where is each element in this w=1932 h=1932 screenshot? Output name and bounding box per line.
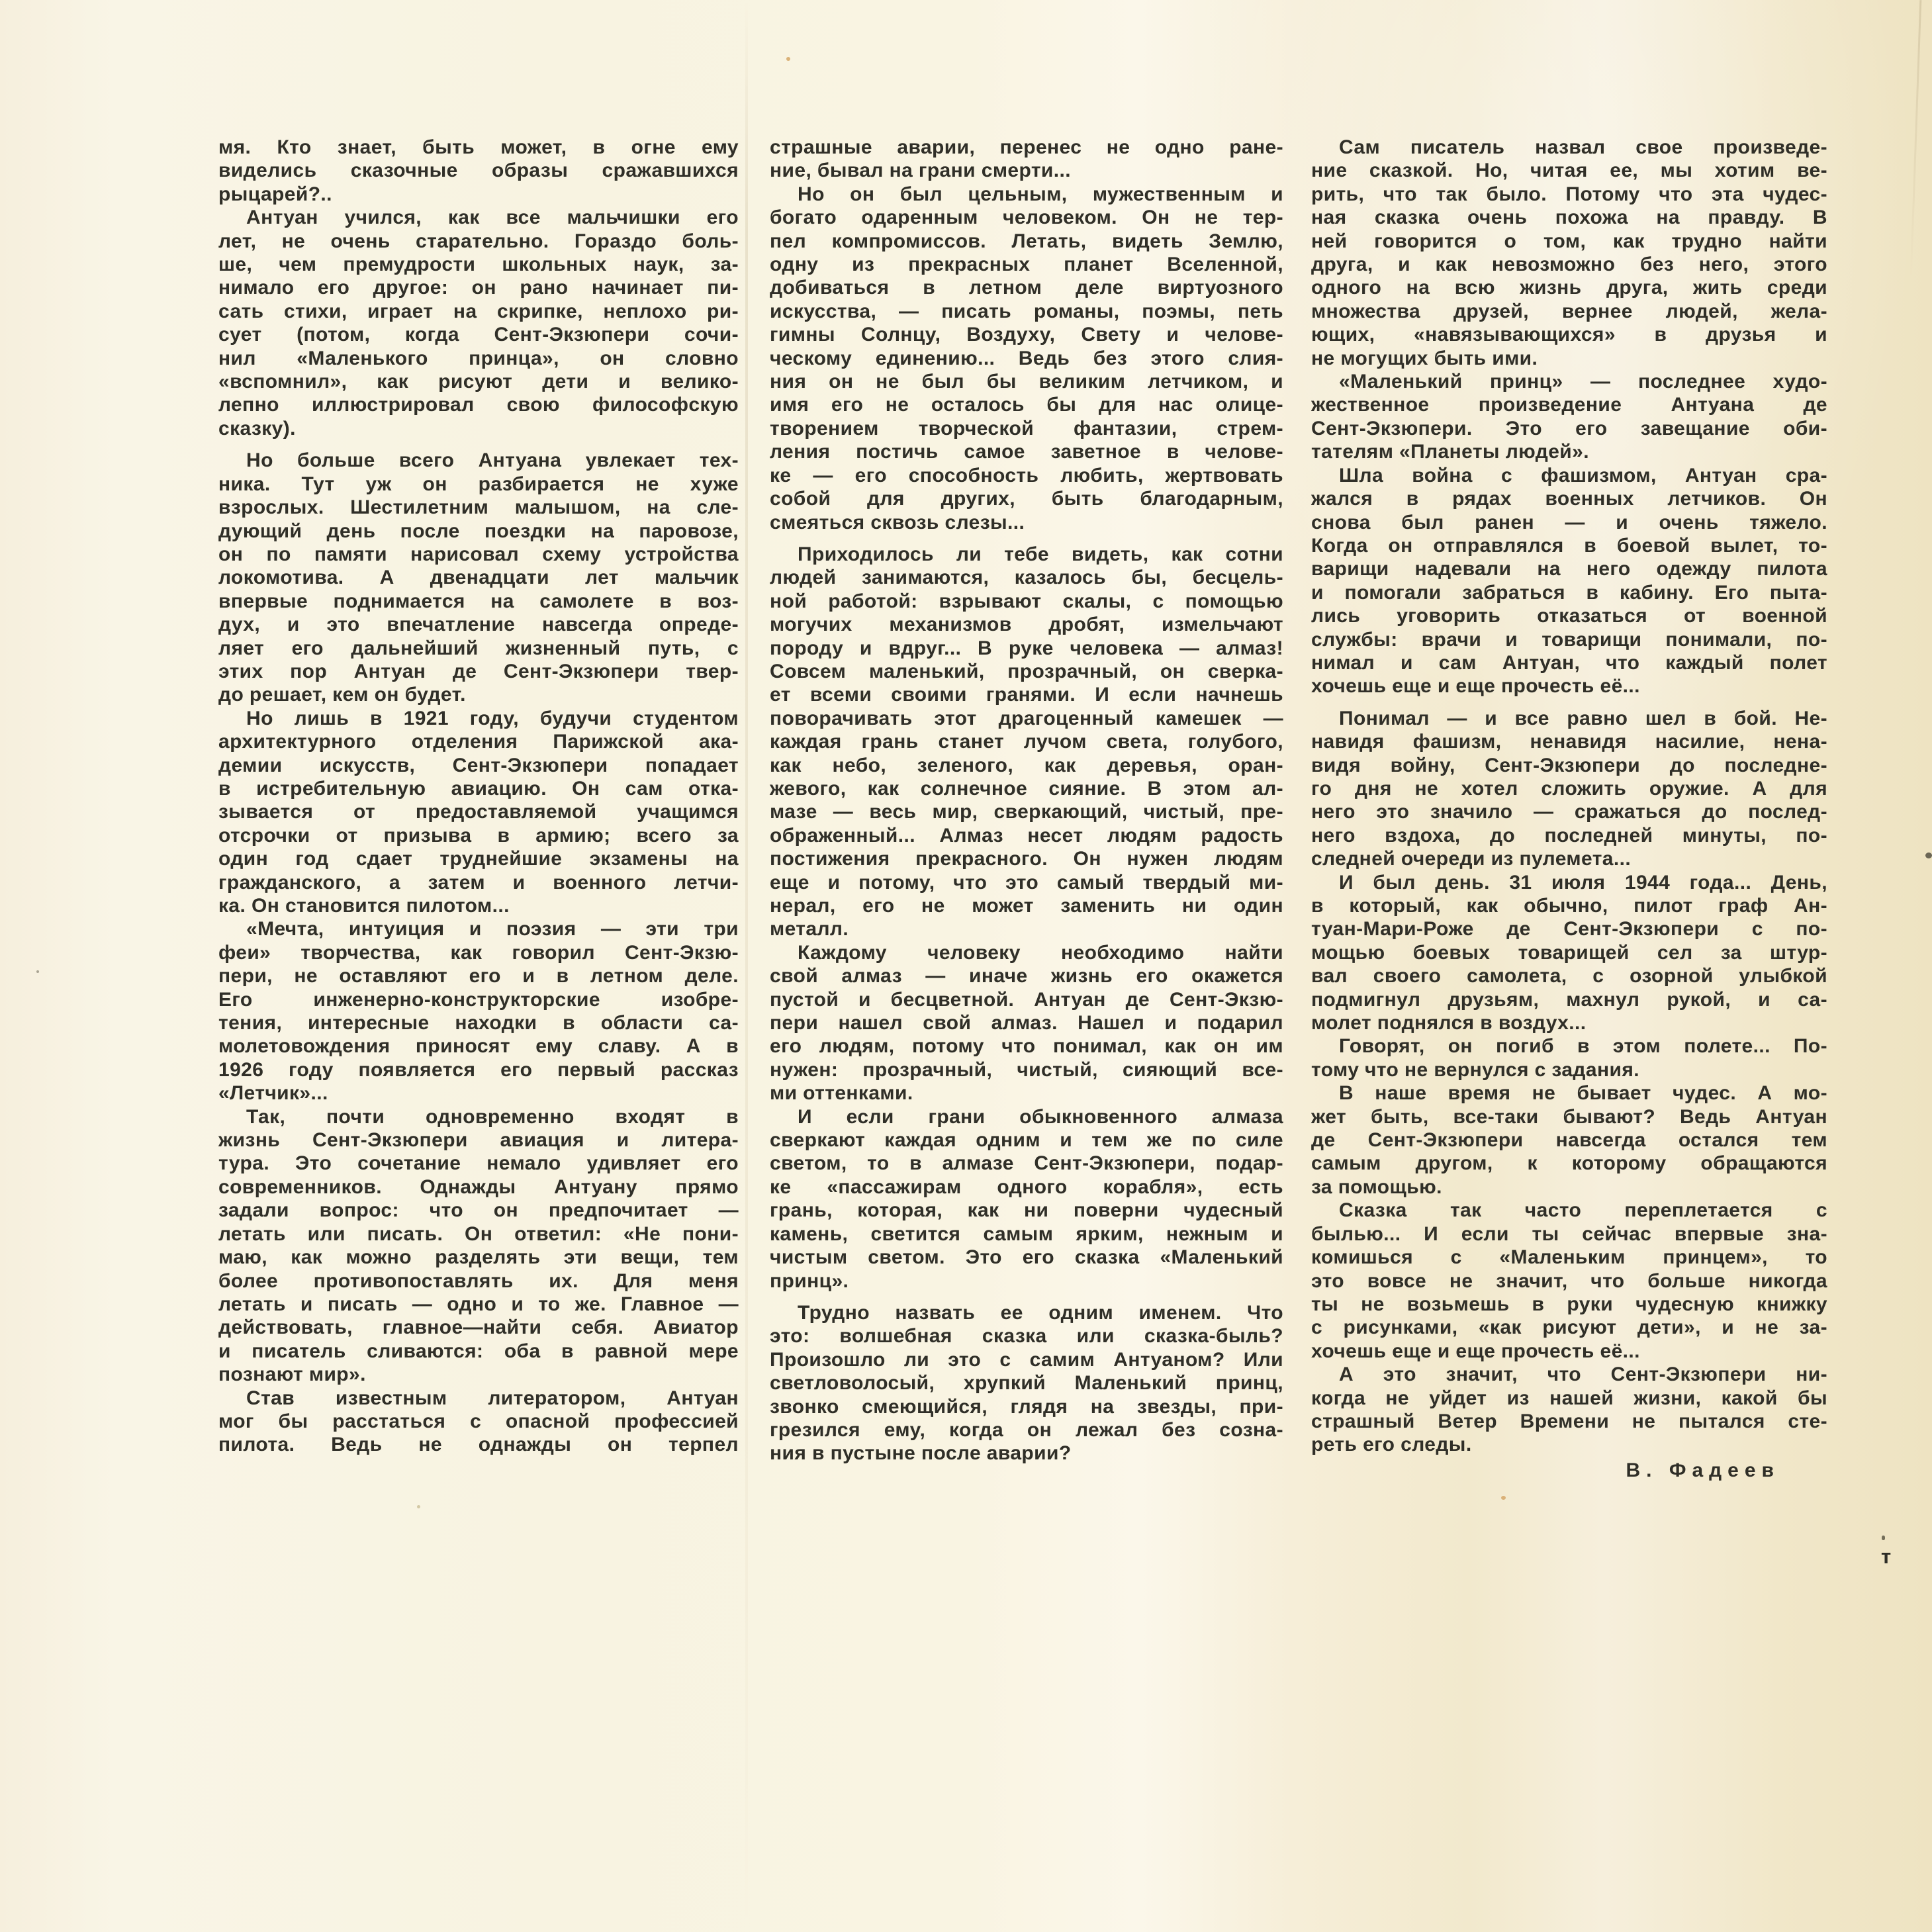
text-line: нимало его другое: он рано начинает пи- (218, 277, 739, 299)
text-line: и помогали забраться в кабину. Его пыта- (1311, 581, 1827, 604)
text-line: локомотива. А двенадцати лет мальчик (218, 567, 739, 589)
text-line: грань, которая, как ни поверни чудесный (770, 1199, 1283, 1222)
text-line: добиваться в летном деле виртуозного (770, 277, 1283, 299)
text-line: ше, чем премудрости школьных наук, за- (218, 253, 739, 276)
text-line: него это значило — сражаться до послед- (1311, 801, 1827, 823)
paper-speck (1882, 1536, 1885, 1540)
text-line: сует (потом, когда Сент-Экзюпери сочи- (218, 324, 739, 346)
text-line: «Маленький принц» — последнее худо- (1339, 371, 1827, 393)
text-line: друга, и как невозможно без него, этого (1311, 253, 1827, 276)
text-line: страшный Ветер Времени не пытался сте- (1311, 1410, 1827, 1432)
text-line: задали вопрос: что он предпочитает — (218, 1199, 739, 1222)
text-line: могучих механизмов дробят, измельчают (770, 614, 1283, 636)
text-line: еще и потому, что это самый твердый ми- (770, 871, 1283, 894)
text-line: 1926 году появляется его первый рассказ (218, 1058, 739, 1081)
text-line: Понимал — и все равно шел в бой. Не- (1339, 707, 1827, 729)
text-line: гимны Солнцу, Воздуху, Свету и челове- (770, 324, 1283, 346)
text-line: летать и писать — одно и то же. Главное — (218, 1293, 739, 1315)
text-line: службы: врачи и товарищи понимали, по- (1311, 628, 1827, 651)
text-line: чистым светом. Это его сказка «Маленький (770, 1246, 1283, 1269)
text-line: Став известным литератором, Антуан (246, 1387, 739, 1409)
text-line: зывается от предоставляемой учащимся (218, 801, 739, 823)
text-line: жался в рядах военных летчиков. Он (1311, 488, 1827, 510)
text-line: гражданского, а затем и военного летчи- (218, 871, 739, 894)
text-line: постижения прекрасного. Он нужен людям (770, 848, 1283, 870)
text-line: Совсем маленький, прозрачный, он сверка- (770, 660, 1283, 682)
text-line: более противопоставлять их. Для меня (218, 1269, 739, 1292)
text-line: архитектурного отделения Парижской ака- (218, 731, 739, 753)
text-line: в истребительную авиацию. Он сам отка- (218, 777, 739, 800)
paragraph (770, 941, 1283, 1105)
text-line: камень, светится самым ярким, нежным и (770, 1222, 1283, 1245)
text-line: жественное произведение Антуана де (1311, 394, 1827, 416)
text-line: следней очереди из пулемета... (1311, 848, 1632, 870)
text-line: туан-Мари-Роже де Сент-Экзюпери с по- (1311, 918, 1827, 941)
text-line: ние, бывал на грани смерти... (770, 160, 1071, 182)
text-line: взрослых. Шестилетним малышом, на сле- (218, 496, 739, 519)
text-line: ке «пассажирам одного корабля», есть (770, 1175, 1283, 1198)
paragraph (1311, 1081, 1827, 1199)
text-line: сказку). (218, 417, 296, 439)
text-line: когда не уйдет из нашей жизни, какой бы (1311, 1387, 1827, 1409)
paragraph (770, 1105, 1283, 1293)
text-line: И если грани обыкновенного алмаза (798, 1105, 1283, 1128)
text-line: феи» творчества, как говорил Сент-Экзю- (218, 941, 739, 964)
paragraph (218, 136, 739, 206)
text-line: рыцарей?.. (218, 183, 332, 205)
paragraph (1311, 1363, 1827, 1457)
text-line: Каждому человеку необходимо найти (798, 941, 1283, 964)
text-line: Его инженерно-конструкторские изобре- (218, 988, 739, 1011)
paragraph (1311, 1035, 1827, 1081)
text-line: летать или писать. Он ответил: «Не пони- (218, 1222, 739, 1245)
text-line: страшные аварии, перенес не одно ране- (770, 136, 1283, 158)
text-line: это вовсе не значит, что больше никогда (1311, 1269, 1827, 1292)
text-line: не могущих быть ими. (1311, 347, 1538, 369)
paragraph (770, 543, 1283, 941)
text-line: мог бы расстаться с опасной профессией (218, 1410, 739, 1432)
text-line: В наше время не бывает чудес. А мо- (1339, 1082, 1827, 1105)
text-line: Но лишь в 1921 году, будучи студентом (246, 707, 739, 729)
text-line: отсрочки от призыва в армию; всего за (218, 824, 739, 847)
text-line: и писатель сливаются: оба в равной мере (218, 1340, 739, 1362)
text-line: ческому единению... Ведь без этого слия- (770, 347, 1283, 369)
text-line: людей занимаются, казалось бы, бесцель- (770, 567, 1283, 589)
page-mark: т (1881, 1545, 1892, 1568)
text-line: подмигнул друзьям, махнул рукой, и са- (1311, 988, 1827, 1011)
text-line: ления постичь самое заветное в челове- (770, 441, 1283, 463)
text-line: молет поднялся в воздух... (1311, 1012, 1587, 1035)
text-line: грезился ему, когда он лежал без созна- (770, 1418, 1283, 1441)
text-line: светловолосый, хрупкий Маленький принц, (770, 1372, 1283, 1395)
paragraph (1311, 370, 1827, 464)
paper-crease-right (1910, 0, 1922, 278)
text-line: Но больше всего Антуана увлекает тех- (246, 449, 739, 472)
text-line: ние сказкой. Но, читая ее, мы хотим ве- (1311, 160, 1827, 182)
paragraph (218, 1105, 739, 1387)
text-line: породу и вдруг... В руке человека — алмаз! (770, 637, 1283, 659)
text-line: «Летчик»... (218, 1082, 328, 1105)
text-line: пустой и бесцветной. Антуан де Сент-Экзю- (770, 988, 1283, 1011)
text-line: тому что не вернулся с задания. (1311, 1058, 1639, 1081)
paper-crease (745, 0, 748, 1932)
text-line: него вздоха, до последней минуты, по- (1311, 824, 1827, 847)
text-line: ния в пустыне после аварии? (770, 1442, 1072, 1465)
text-line: Шла война с фашизмом, Антуан сра- (1339, 464, 1827, 486)
text-line: А это значит, что Сент-Экзюпери ни- (1339, 1363, 1827, 1386)
text-line: мазе — весь мир, сверкающий, чистый, пре- (770, 801, 1283, 823)
text-line: Сказка так часто переплетается с (1339, 1199, 1827, 1222)
text-line: лет, не очень старательно. Гораздо боль- (218, 230, 739, 252)
text-line: хочешь еще и еще прочесть её... (1311, 1340, 1640, 1362)
text-line: познают мир». (218, 1363, 366, 1386)
text-line: дух, и это впечатление навсегда опреде- (218, 614, 739, 636)
text-line: маю, как можно разделять эти вещи, тем (218, 1246, 739, 1269)
text-line: принц». (770, 1269, 849, 1292)
text-line: тения, интересные находки в области са- (218, 1012, 739, 1035)
text-line: нил «Маленького принца», он словно (218, 347, 739, 369)
paragraph (218, 917, 739, 1105)
text-line: варищи надевали на него одежду пилота (1311, 558, 1827, 580)
text-line: ляет его дальнейший жизненный путь, с (218, 637, 739, 659)
text-line: ка. Он становится пилотом... (218, 895, 510, 917)
paragraph (770, 136, 1283, 183)
text-line: нерал, его не может заменить ни один (770, 895, 1283, 917)
text-line: ты не возьмешь в руки чудесную книжку (1311, 1293, 1827, 1315)
text-line: ния он не был бы великим летчиком, и (770, 371, 1283, 393)
text-line: современников. Однажды Антуану прямо (218, 1175, 739, 1198)
text-line: ет всеми своими гранями. И если начнешь (770, 684, 1283, 706)
text-line: металл. (770, 918, 849, 941)
text-line: собой для других, быть благодарным, (770, 488, 1283, 510)
text-line: тателям «Планеты людей». (1311, 441, 1589, 463)
text-line: это: волшебная сказка или сказка-быль? (770, 1325, 1283, 1348)
text-line: мощью боевых товарищей сел за штур- (1311, 941, 1827, 964)
text-line: тура. Это сочетание немало удивляет его (218, 1152, 739, 1175)
text-line: ющих, «навязывающихся» в друзья и (1311, 324, 1827, 346)
paragraph (218, 449, 739, 706)
text-line: демии искусств, Сент-Экзюпери попадает (218, 754, 739, 776)
text-line: одного на всю жизнь друга, жить среди (1311, 277, 1827, 299)
text-line: снова был ранен — и очень тяжело. (1311, 511, 1827, 533)
text-line: Антуан учился, как все мальчишки его (246, 207, 739, 229)
text-line: хочешь еще и еще прочесть её... (1311, 675, 1640, 698)
text-line: Приходилось ли тебе видеть, как сотни (798, 543, 1283, 565)
text-line: видя войну, Сент-Экзюпери до последне- (1311, 754, 1827, 776)
text-line: ная сказка очень похожа на правду. В (1311, 207, 1827, 229)
paragraph (1311, 1199, 1827, 1363)
column-paragraphs (1311, 136, 1827, 1457)
text-line: ней говорится о том, как трудно найти (1311, 230, 1827, 252)
text-line: пилота. Ведь не однажды он терпел (218, 1434, 739, 1456)
text-line: до решает, кем он будет. (218, 684, 466, 706)
text-line: с рисунками, «как рисуют дети», и не за- (1311, 1316, 1827, 1339)
paragraph (1311, 871, 1827, 1035)
text-line: жевого, как солнечное сияние. В этом ал- (770, 777, 1283, 800)
text-line: Но он был цельным, мужественным и (798, 183, 1283, 205)
column-paragraphs (218, 136, 739, 1457)
text-line: искусства, — писать романы, поэмы, петь (770, 300, 1283, 322)
text-line: каждая грань станет лучом света, голубого, (770, 731, 1283, 753)
text-line: его людям, потому что понимал, как он им (770, 1035, 1283, 1058)
text-line: Так, почти одновременно входят в (246, 1105, 739, 1128)
text-line: нимал и сам Антуан, что каждый полет (1311, 651, 1827, 674)
text-line: впервые поднимается на самолете в воз- (218, 590, 739, 612)
text-line: вал своего самолета, с озорной улыбкой (1311, 965, 1827, 988)
text-line: ника. Тут уж он разбирается не хуже (218, 473, 739, 495)
paragraph (1311, 707, 1827, 871)
paragraph (218, 206, 739, 440)
paragraph (1311, 464, 1827, 698)
paper-speck (417, 1505, 420, 1508)
text-column-2 (770, 136, 1283, 1465)
text-line: творением творческой фантазии, стрем- (770, 417, 1283, 439)
text-line: ке — его способность любить, жертвовать (770, 464, 1283, 486)
text-line: де Сент-Экзюпери навсегда остался тем (1311, 1129, 1827, 1152)
text-line: пери, не оставляют его и в летном деле. (218, 965, 739, 988)
text-line: богато одаренным человеком. Он не тер- (770, 207, 1283, 229)
text-line: рить, что так было. Потому что эта чудес- (1311, 183, 1827, 205)
text-line: за помощью. (1311, 1175, 1442, 1198)
text-line: поворачивать этот драгоценный камешек — (770, 707, 1283, 729)
author-signature: В. Фадеев (1626, 1459, 1780, 1481)
paper-speck (1925, 852, 1932, 858)
text-line: звонко смеющийся, глядя на звезды, при- (770, 1395, 1283, 1418)
text-line: дующий день после поездки на паровозе, (218, 520, 739, 542)
text-line: Сам писатель назвал свое произведе- (1339, 136, 1827, 158)
text-line: он по памяти нарисовал схему устройства (218, 543, 739, 565)
text-line: свой алмаз — иначе жизнь его окажется (770, 965, 1283, 988)
text-line: ображенный... Алмаз несет людям радость (770, 824, 1283, 847)
text-line: в который, как обычно, пилот граф Ан- (1311, 895, 1827, 917)
text-line: былью... И если ты сейчас впервые зна- (1311, 1222, 1827, 1245)
text-line: этих пор Антуан де Сент-Экзюпери твер- (218, 660, 739, 682)
text-line: Произошло ли это с самим Антуаном? Или (770, 1348, 1283, 1371)
text-line: Трудно назвать ее одним именем. Что (798, 1301, 1283, 1324)
text-line: лепно иллюстрировал свою философскую (218, 394, 739, 416)
text-line: комишься с «Маленьким принцем», то (1311, 1246, 1827, 1269)
text-line: имя его не осталось бы для нас олице- (770, 394, 1283, 416)
paper-speck (36, 970, 39, 973)
text-line: ми оттенками. (770, 1082, 913, 1105)
text-line: множества друзей, вернее людей, жела- (1311, 300, 1827, 322)
text-line: реть его следы. (1311, 1434, 1472, 1456)
text-line: И был день. 31 июля 1944 года... День, (1339, 871, 1827, 894)
paragraph (218, 1387, 739, 1457)
text-line: жет быть, все-таки бывают? Ведь Антуан (1311, 1105, 1827, 1128)
text-line: самым другом, к которому обращаются (1311, 1152, 1827, 1175)
text-line: молетовождения приносят ему славу. А в (218, 1035, 739, 1058)
paragraph (218, 707, 739, 918)
text-line: пери нашел свой алмаз. Нашел и подарил (770, 1012, 1283, 1035)
paper-speck (1501, 1496, 1506, 1500)
text-line: светом, то в алмазе Сент-Экзюпери, подар- (770, 1152, 1283, 1175)
column-paragraphs (770, 136, 1283, 1465)
text-line: «Мечта, интуиция и поэзия — эти три (246, 918, 739, 941)
paragraph (770, 183, 1283, 534)
text-column-3 (1311, 136, 1827, 1482)
text-line: ной работой: взрывают скалы, с помощью (770, 590, 1283, 612)
text-line: жизнь Сент-Экзюпери авиация и литера- (218, 1129, 739, 1152)
text-line: навидя фашизм, ненавидя насилие, нена- (1311, 731, 1827, 753)
text-line: сверкают каждая одним и тем же по силе (770, 1129, 1283, 1152)
text-line: одну из прекрасных планет Вселенной, (770, 253, 1283, 276)
text-line: пел компромиссов. Летать, видеть Землю, (770, 230, 1283, 252)
text-line: как небо, зеленого, как деревья, оран- (770, 754, 1283, 776)
text-line: один год сдает труднейшие экзамены на (218, 848, 739, 870)
paper-speck (786, 57, 790, 61)
text-line: нужен: прозрачный, чистый, сияющий все- (770, 1058, 1283, 1081)
text-line: смеяться сквозь слезы... (770, 511, 1025, 533)
text-line: Сент-Экзюпери. Это его завещание оби- (1311, 417, 1827, 439)
paragraph (770, 1301, 1283, 1465)
text-line: действовать, главное—найти себя. Авиатор (218, 1316, 739, 1339)
paragraph (1311, 136, 1827, 370)
text-line: сать стихи, играет на скрипке, неплохо ри- (218, 300, 739, 322)
text-line: го дня не хотел сложить оружие. А для (1311, 777, 1827, 800)
text-line: лись уговорить отказаться от военной (1311, 605, 1827, 627)
text-line: Когда он отправлялся в боевой вылет, то- (1311, 534, 1827, 557)
text-line: «вспомнил», как рисуют дети и велико- (218, 371, 739, 393)
text-line: Говорят, он погиб в этом полете... По- (1339, 1035, 1827, 1058)
text-line: виделись сказочные образы сражавшихся (218, 160, 739, 182)
text-column-1 (218, 136, 739, 1457)
text-line: мя. Кто знает, быть может, в огне ему (218, 136, 739, 158)
